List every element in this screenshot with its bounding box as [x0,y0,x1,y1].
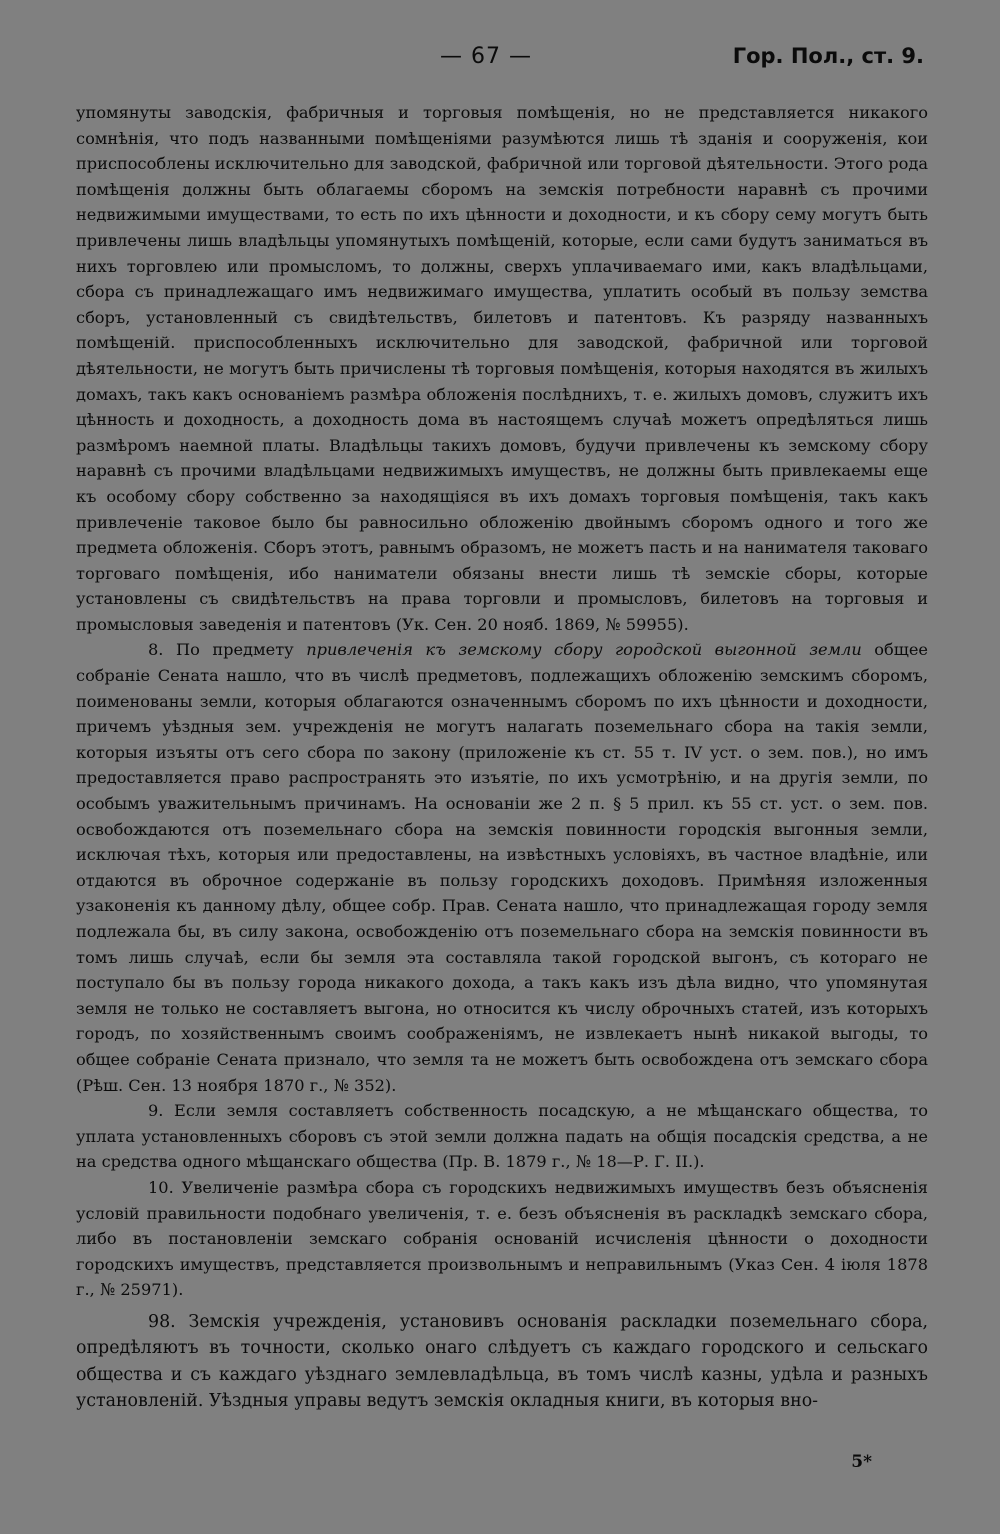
page-number: — 67 — [440,44,532,69]
body-text [76,100,928,1415]
paragraph-9: 9. Если земля составляетъ собственность посадскую, а не мѣщанскаго общества, то уплата установленныхъ сборовъ съ этой земли должна падать на общія посадскія средства, а не на средства одного мѣщанскаго общества (Пр. В. 1879 г., № 18—Р. Г. II.). [76,1101,928,1172]
signature-mark: 5* [851,1452,872,1472]
paragraph-8-rest: общее собраніе Сената нашло, что въ числѣ предметовъ, подлежащихъ обложенію земскимъ сборомъ, поименованы земли, которыя облагаются означеннымъ сборомъ по ихъ цѣнности и доходности, причемъ уѣздныя зем. учрежденія не могутъ налагать поземельнаго сбора на такія земли, которыя изъяты отъ сего сбора по закону (приложеніе къ ст. 55 т. IV уст. о зем. пов.), но имъ предоставляется право распространять это изъятіе, по ихъ усмотрѣнію, и на другія земли, по особымъ уважительнымъ причинамъ. На основаніи же 2 п. § 5 прил. къ 55 ст. уст. о зем. пов. освобождаются отъ поземельнаго сбора на земскія повинности городскія выгонныя земли, исключая тѣхъ, которыя или предоставлены, на извѣстныхъ условіяхъ, въ частное владѣніе, или отдаются въ оброчное содержаніе въ пользу городскихъ доходовъ. Примѣняя изложенныя узаконенія къ данному дѣлу, общее собр. Прав. Сената нашло, что принадлежащая городу земля подлежала бы, въ силу закона, освобожденію отъ поземельнаго сбора на земскія повинности въ томъ лишь случаѣ, если бы земля эта составляла такой городской выгонъ, съ котораго не поступало бы въ пользу города никакого дохода, а такъ какъ изъ дѣла видно, что упомянутая земля не только не составляетъ выгона, но относится къ числу оброчныхъ статей, изъ которыхъ городъ, по хозяйственнымъ своимъ соображеніямъ, не извлекаетъ нынѣ никакой выгоды, то общее собраніе Сената признало, что земля та не можетъ быть освобождена отъ земскаго сбора (Рѣш. Сен. 13 ноября 1870 г., № 352). [76,640,928,1095]
article-98: 98. Земскія учрежденія, установивъ основанія раскладки поземельнаго сбора, опредѣляютъ въ точности, сколько онаго слѣдуетъ съ каждаго городского и сельскаго общества и съ каждаго уѣзднаго землевладѣльца, въ томъ числѣ казны, удѣла и разныхъ установленій. Уѣздныя управы ведутъ земскія окладныя книги, въ которыя вно- [76,1311,928,1412]
paragraph-8-emphasis: привлеченія къ земскому сбору городской выгонной земли [306,640,862,660]
running-head: Гор. Пол., ст. 9. [732,44,924,68]
paragraph-8-lead: 8. По предмету [148,640,307,660]
paragraph-10: 10. Увеличеніе размѣра сбора съ городскихъ недвижимыхъ имуществъ безъ объясненія условій правильности подобнаго увеличенія, т. е. безъ объясненія въ раскладкѣ земскаго сбора, либо въ постановленіи земскаго собранія основаній исчисленія цѣнности о доходности городскихъ имуществъ, представляется произвольнымъ и неправильнымъ (Указ Сен. 4 іюля 1878 г., № 25971). [76,1177,928,1300]
paragraph-8 [76,637,928,1098]
paragraph-continued: упомянуты заводскія, фабричныя и торговыя помѣщенія, но не представляется никакого сомнѣнія, что подъ названными помѣщеніями разумѣются лишь тѣ зданія и сооруженія, кои приспособлены исключительно для заводской, фабричной или торговой дѣятельности. Этого рода помѣщенія должны быть облагаемы сборомъ на земскія потребности наравнѣ съ прочими недвижимыми имуществами, то есть по ихъ цѣнности и доходности, и къ сбору сему могутъ быть привлечены лишь владѣльцы упомянутыхъ помѣщеній, которые, если сами будутъ заниматься въ нихъ торговлею или промысломъ, то должны, сверхъ уплачиваемаго ими, какъ владѣльцами, сбора съ принадлежащаго имъ недвижимаго имущества, уплатить особый въ пользу земства сборъ, установленный съ свидѣтельствъ, билетовъ и патентовъ. Къ разряду названныхъ помѣщеній. приспособленныхъ исключительно для заводской, фабричной или торговой дѣятельности, не могутъ быть причислены тѣ торговыя помѣщенія, которыя находятся въ жилыхъ домахъ, такъ какъ основаніемъ размѣра обложенія послѣднихъ, т. е. жилыхъ домовъ, служитъ ихъ цѣнность и доходность, а доходность дома въ настоящемъ случаѣ можетъ опредѣляться лишь размѣромъ наемной платы. Владѣльцы такихъ домовъ, будучи привлечены къ земскому сбору наравнѣ съ прочими владѣльцами недвижимыхъ имуществъ, не должны быть привлекаемы еще къ особому сбору собственно за находящіяся въ ихъ домахъ торговыя помѣщенія, такъ какъ привлеченіе таковое было бы равносильно обложенію двойнымъ сборомъ одного и того же предмета обложенія. Сборъ этотъ, равнымъ образомъ, не можетъ пасть и на нанимателя таковаго торговаго помѣщенія, ибо наниматели обязаны внести лишь тѣ земскіе сборы, которые установлены съ свидѣтельствъ на права торговли и промысловъ, билетовъ на торговыя и промысловыя заведенія и патентовъ (Ук. Сен. 20 нояб. 1869, № 59955). [76,103,928,634]
page-header [0,44,1000,74]
